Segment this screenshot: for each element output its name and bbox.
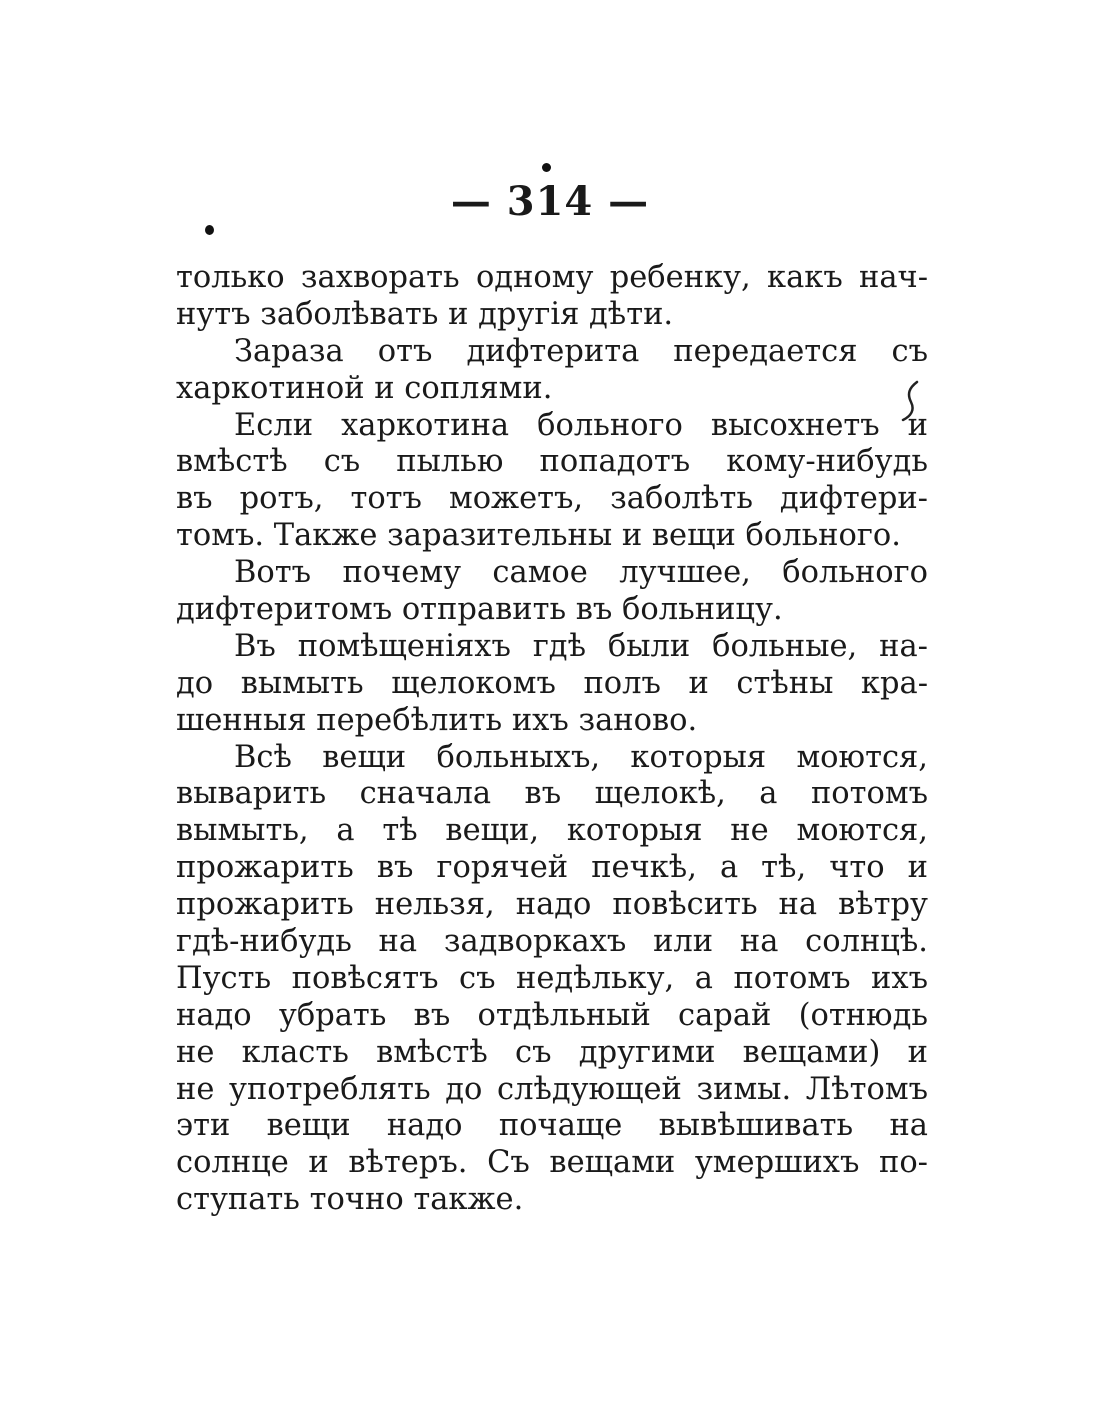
text-line: только захворать одному ребенку, какъ нач-: [176, 260, 928, 295]
text-line: Въ помѣщеніяхъ гдѣ были больные, на-: [234, 628, 928, 664]
text-line: Вотъ почему самое лучшее, больного: [234, 555, 928, 591]
text-line: дифтеритомъ отправить въ больницу.: [176, 592, 783, 628]
text-line: прожарить въ горячей печкѣ, а тѣ, что и: [176, 850, 928, 886]
text-line: надо убрать въ отдѣльный сарай (отнюдь: [176, 997, 928, 1033]
text-line: гдѣ-нибудь на задворкахъ или на солнцѣ.: [176, 924, 928, 960]
ink-speck-left: [205, 225, 214, 235]
text-line: Пусть повѣсятъ съ недѣльку, а потомъ ихъ: [176, 960, 928, 996]
text-line: не класть вмѣстѣ съ другими вещами) и: [176, 1034, 928, 1070]
text-line: вымыть, а тѣ вещи, которыя не моются,: [176, 813, 928, 849]
text-line: вмѣстѣ съ пылью попадотъ кому-нибудь: [176, 444, 928, 480]
text-line: выварить сначала въ щелокѣ, а потомъ: [176, 776, 928, 812]
text-line: харкотиной и соплями.: [176, 370, 553, 406]
text-line: въ ротъ, тотъ можетъ, заболѣть дифтери-: [176, 481, 928, 517]
text-line: шенныя перебѣлить ихъ заново.: [176, 702, 698, 738]
text-line: не употреблять до слѣдующей зимы. Лѣтомъ: [176, 1071, 928, 1107]
text-line: до вымыть щелокомъ полъ и стѣны кра-: [176, 665, 928, 701]
handwritten-mark: [897, 378, 927, 422]
ink-speck-top: [542, 163, 551, 172]
text-line: эти вещи надо почаще вывѣшивать на: [176, 1108, 928, 1144]
text-line: Всѣ вещи больныхъ, которыя моются,: [234, 739, 928, 775]
text-line: нутъ заболѣвать и другія дѣти.: [176, 296, 674, 332]
text-line: прожарить нельзя, надо повѣсить на вѣтру: [176, 887, 928, 923]
body-text: [176, 260, 928, 1219]
text-line: Если харкотина больного высохнетъ и: [234, 407, 928, 443]
text-line: ступать точно также.: [176, 1182, 524, 1218]
text-line: Зараза отъ дифтерита передается съ: [234, 333, 928, 369]
text-line: солнце и вѣтеръ. Съ вещами умершихъ по-: [176, 1145, 928, 1181]
page-number: — 314 —: [450, 178, 650, 225]
text-line: томъ. Также заразительны и вещи больного.: [176, 518, 901, 554]
